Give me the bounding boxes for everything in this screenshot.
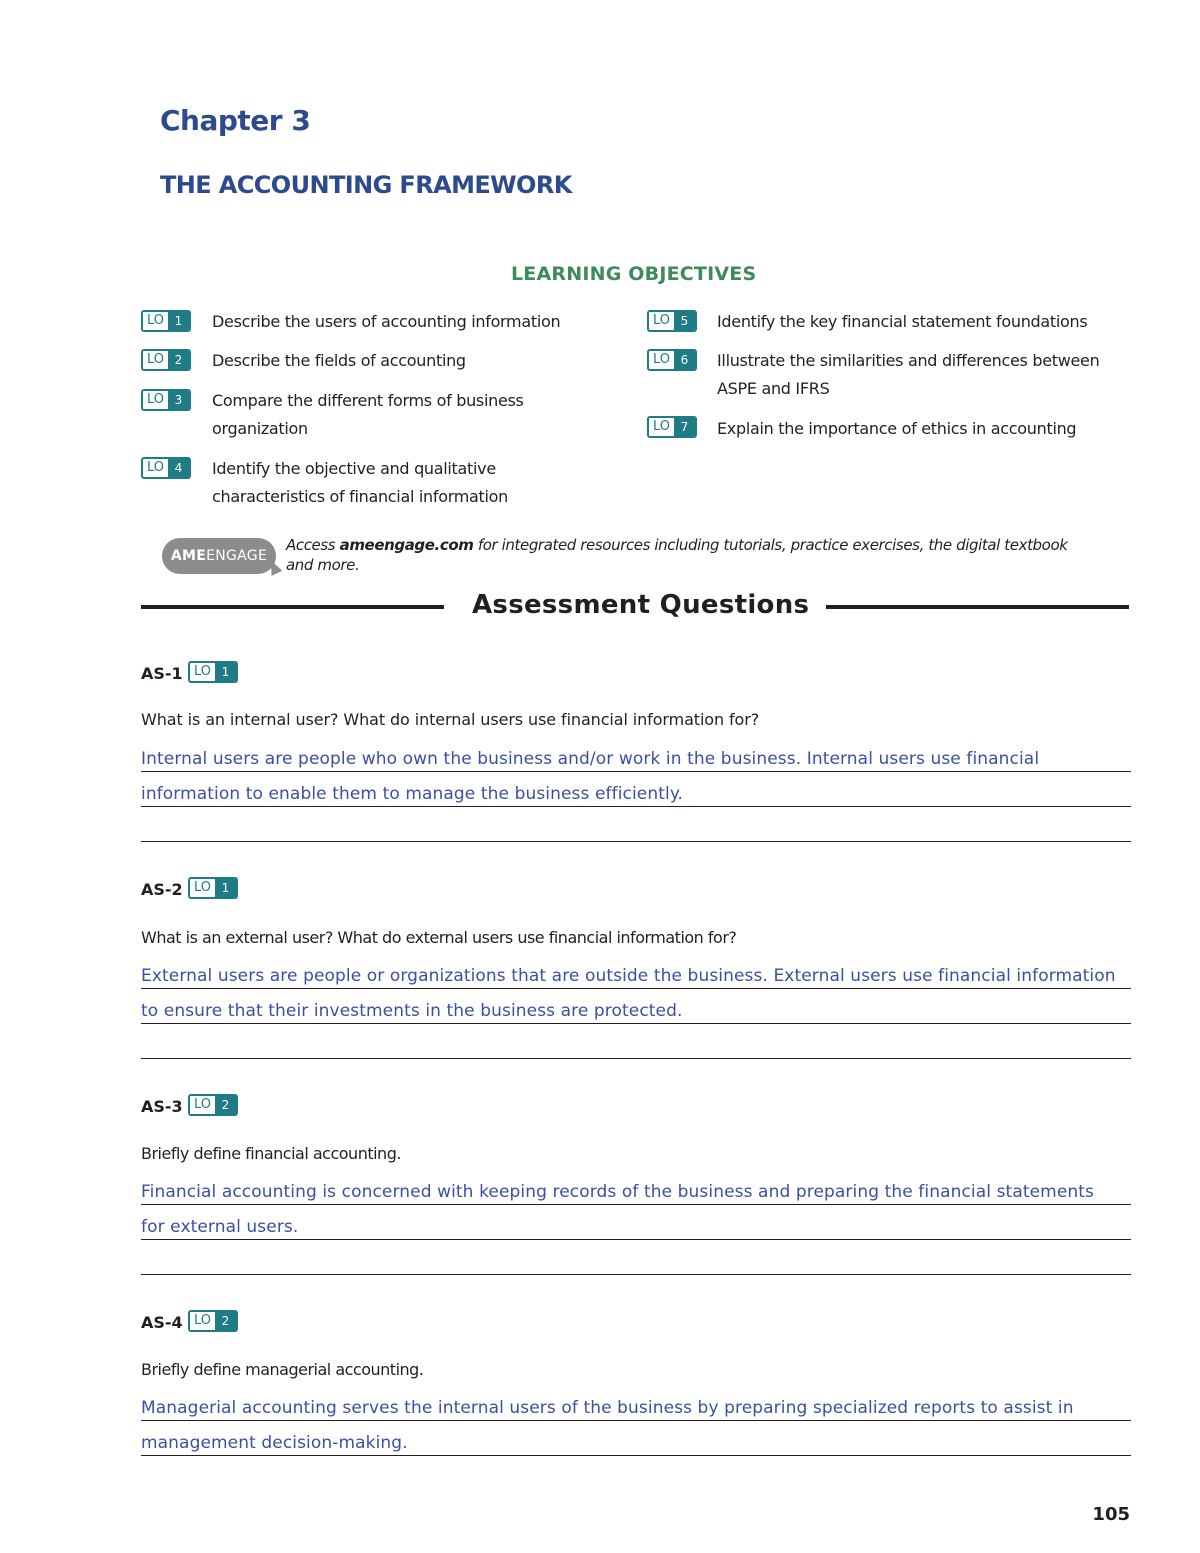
lo-badge-label: LO — [143, 351, 168, 369]
answer-text: Internal users are people who own the business and/or work in the business. Internal users use financial — [141, 749, 1040, 769]
objective-line: Explain the importance of ethics in accounting — [717, 419, 1077, 438]
answer-text: information to enable them to manage the business efficiently. — [141, 784, 684, 804]
ameengage-logo[interactable] — [162, 538, 276, 574]
answer-line[interactable] — [141, 1386, 1131, 1421]
answer-line[interactable] — [141, 737, 1131, 772]
objective-line: characteristics of financial information — [212, 487, 508, 506]
answer-text: for external users. — [141, 1217, 299, 1237]
objective-text — [717, 308, 1087, 336]
answer-text: External users are people or organizations that are outside the business. External users use financial information — [141, 966, 1116, 986]
objective-line: Compare the different forms of business — [212, 391, 524, 410]
ameengage-suffix: for integrated resources including tutorials, practice exercises, the digital textbook — [473, 536, 1068, 554]
question-label: AS-1 — [141, 664, 183, 683]
lo-badge — [141, 310, 191, 332]
objective-text — [212, 308, 560, 336]
objective-text — [212, 455, 508, 511]
lo-badge-number: 1 — [215, 663, 236, 681]
lo-badge — [188, 661, 238, 683]
lo-badge-number: 2 — [215, 1312, 236, 1330]
lo-badge-label: LO — [190, 879, 215, 897]
lo-badge-label: LO — [649, 351, 674, 369]
question-text: What is an internal user? What do internal users use financial information for? — [141, 710, 760, 729]
lo-badge — [647, 310, 697, 332]
objective-line: Illustrate the similarities and differences between — [717, 351, 1100, 370]
lo-badge-number: 1 — [168, 312, 189, 330]
answer-text: Financial accounting is concerned with keeping records of the business and preparing the financial statements — [141, 1182, 1094, 1202]
lo-badge-label: LO — [190, 1096, 215, 1114]
lo-badge-number: 2 — [215, 1096, 236, 1114]
lo-badge — [647, 349, 697, 371]
answer-line[interactable] — [141, 1240, 1131, 1275]
answer-line[interactable] — [141, 1205, 1131, 1240]
page-number: 105 — [1092, 1504, 1130, 1525]
question-label: AS-2 — [141, 880, 183, 899]
question-text: What is an external user? What do external users use financial information for? — [141, 928, 737, 947]
answer-line[interactable] — [141, 1024, 1131, 1059]
lo-badge-number: 3 — [168, 391, 189, 409]
ameengage-logo-rest: ENGAGE — [206, 548, 268, 564]
learning-objectives-heading: LEARNING OBJECTIVES — [511, 263, 757, 285]
objective-text — [212, 347, 466, 375]
question-label: AS-4 — [141, 1313, 183, 1332]
answer-line[interactable] — [141, 954, 1131, 989]
answer-text: Managerial accounting serves the internal users of the business by preparing specialized reports to assist in — [141, 1398, 1074, 1418]
ameengage-line2: and more. — [286, 556, 360, 574]
lo-badge-label: LO — [143, 391, 168, 409]
lo-badge-label: LO — [649, 312, 674, 330]
assessment-heading: Assessment Questions — [472, 590, 810, 620]
objective-text — [212, 387, 524, 443]
lo-badge-label: LO — [190, 663, 215, 681]
lo-badge — [141, 389, 191, 411]
answer-text: management decision-making. — [141, 1433, 408, 1453]
lo-badge-number: 6 — [674, 351, 695, 369]
objective-line: Describe the users of accounting information — [212, 312, 561, 331]
heading-rule-right — [826, 605, 1129, 609]
answer-line[interactable] — [141, 1170, 1131, 1205]
objective-line: Identify the key financial statement foundations — [717, 312, 1088, 331]
lo-badge-number: 4 — [168, 459, 189, 477]
chapter-title: Chapter 3 — [160, 104, 311, 137]
lo-badge-label: LO — [649, 418, 674, 436]
ameengage-link[interactable]: ameengage.com — [339, 536, 474, 554]
lo-badge-label: LO — [190, 1312, 215, 1330]
question-text: Briefly define managerial accounting. — [141, 1360, 424, 1379]
question-text: Briefly define financial accounting. — [141, 1144, 401, 1163]
answer-text: to ensure that their investments in the business are protected. — [141, 1001, 683, 1021]
chapter-subtitle: THE ACCOUNTING FRAMEWORK — [160, 171, 572, 199]
objective-line: ASPE and IFRS — [717, 379, 830, 398]
lo-badge — [188, 1094, 238, 1116]
heading-rule-left — [141, 605, 444, 609]
lo-badge — [188, 877, 238, 899]
lo-badge — [647, 416, 697, 438]
answer-line[interactable] — [141, 772, 1131, 807]
lo-badge-number: 7 — [674, 418, 695, 436]
lo-badge — [188, 1310, 238, 1332]
question-label: AS-3 — [141, 1097, 183, 1116]
ameengage-prefix: Access — [286, 536, 340, 554]
lo-badge — [141, 457, 191, 479]
ameengage-logo-bold: AME — [170, 548, 207, 564]
ameengage-note — [286, 535, 1086, 575]
lo-badge-number: 2 — [168, 351, 189, 369]
objective-text — [717, 347, 1099, 403]
objective-line: Identify the objective and qualitative — [212, 459, 496, 478]
lo-badge-label: LO — [143, 312, 168, 330]
lo-badge-label: LO — [143, 459, 168, 477]
lo-badge-number: 5 — [674, 312, 695, 330]
objective-text — [717, 415, 1076, 443]
cursor-icon — [266, 558, 283, 576]
lo-badge-number: 1 — [215, 879, 236, 897]
answer-line[interactable] — [141, 807, 1131, 842]
objective-line: Describe the fields of accounting — [212, 351, 466, 370]
answer-line[interactable] — [141, 1421, 1131, 1456]
answer-line[interactable] — [141, 989, 1131, 1024]
objective-line: organization — [212, 419, 308, 438]
lo-badge — [141, 349, 191, 371]
